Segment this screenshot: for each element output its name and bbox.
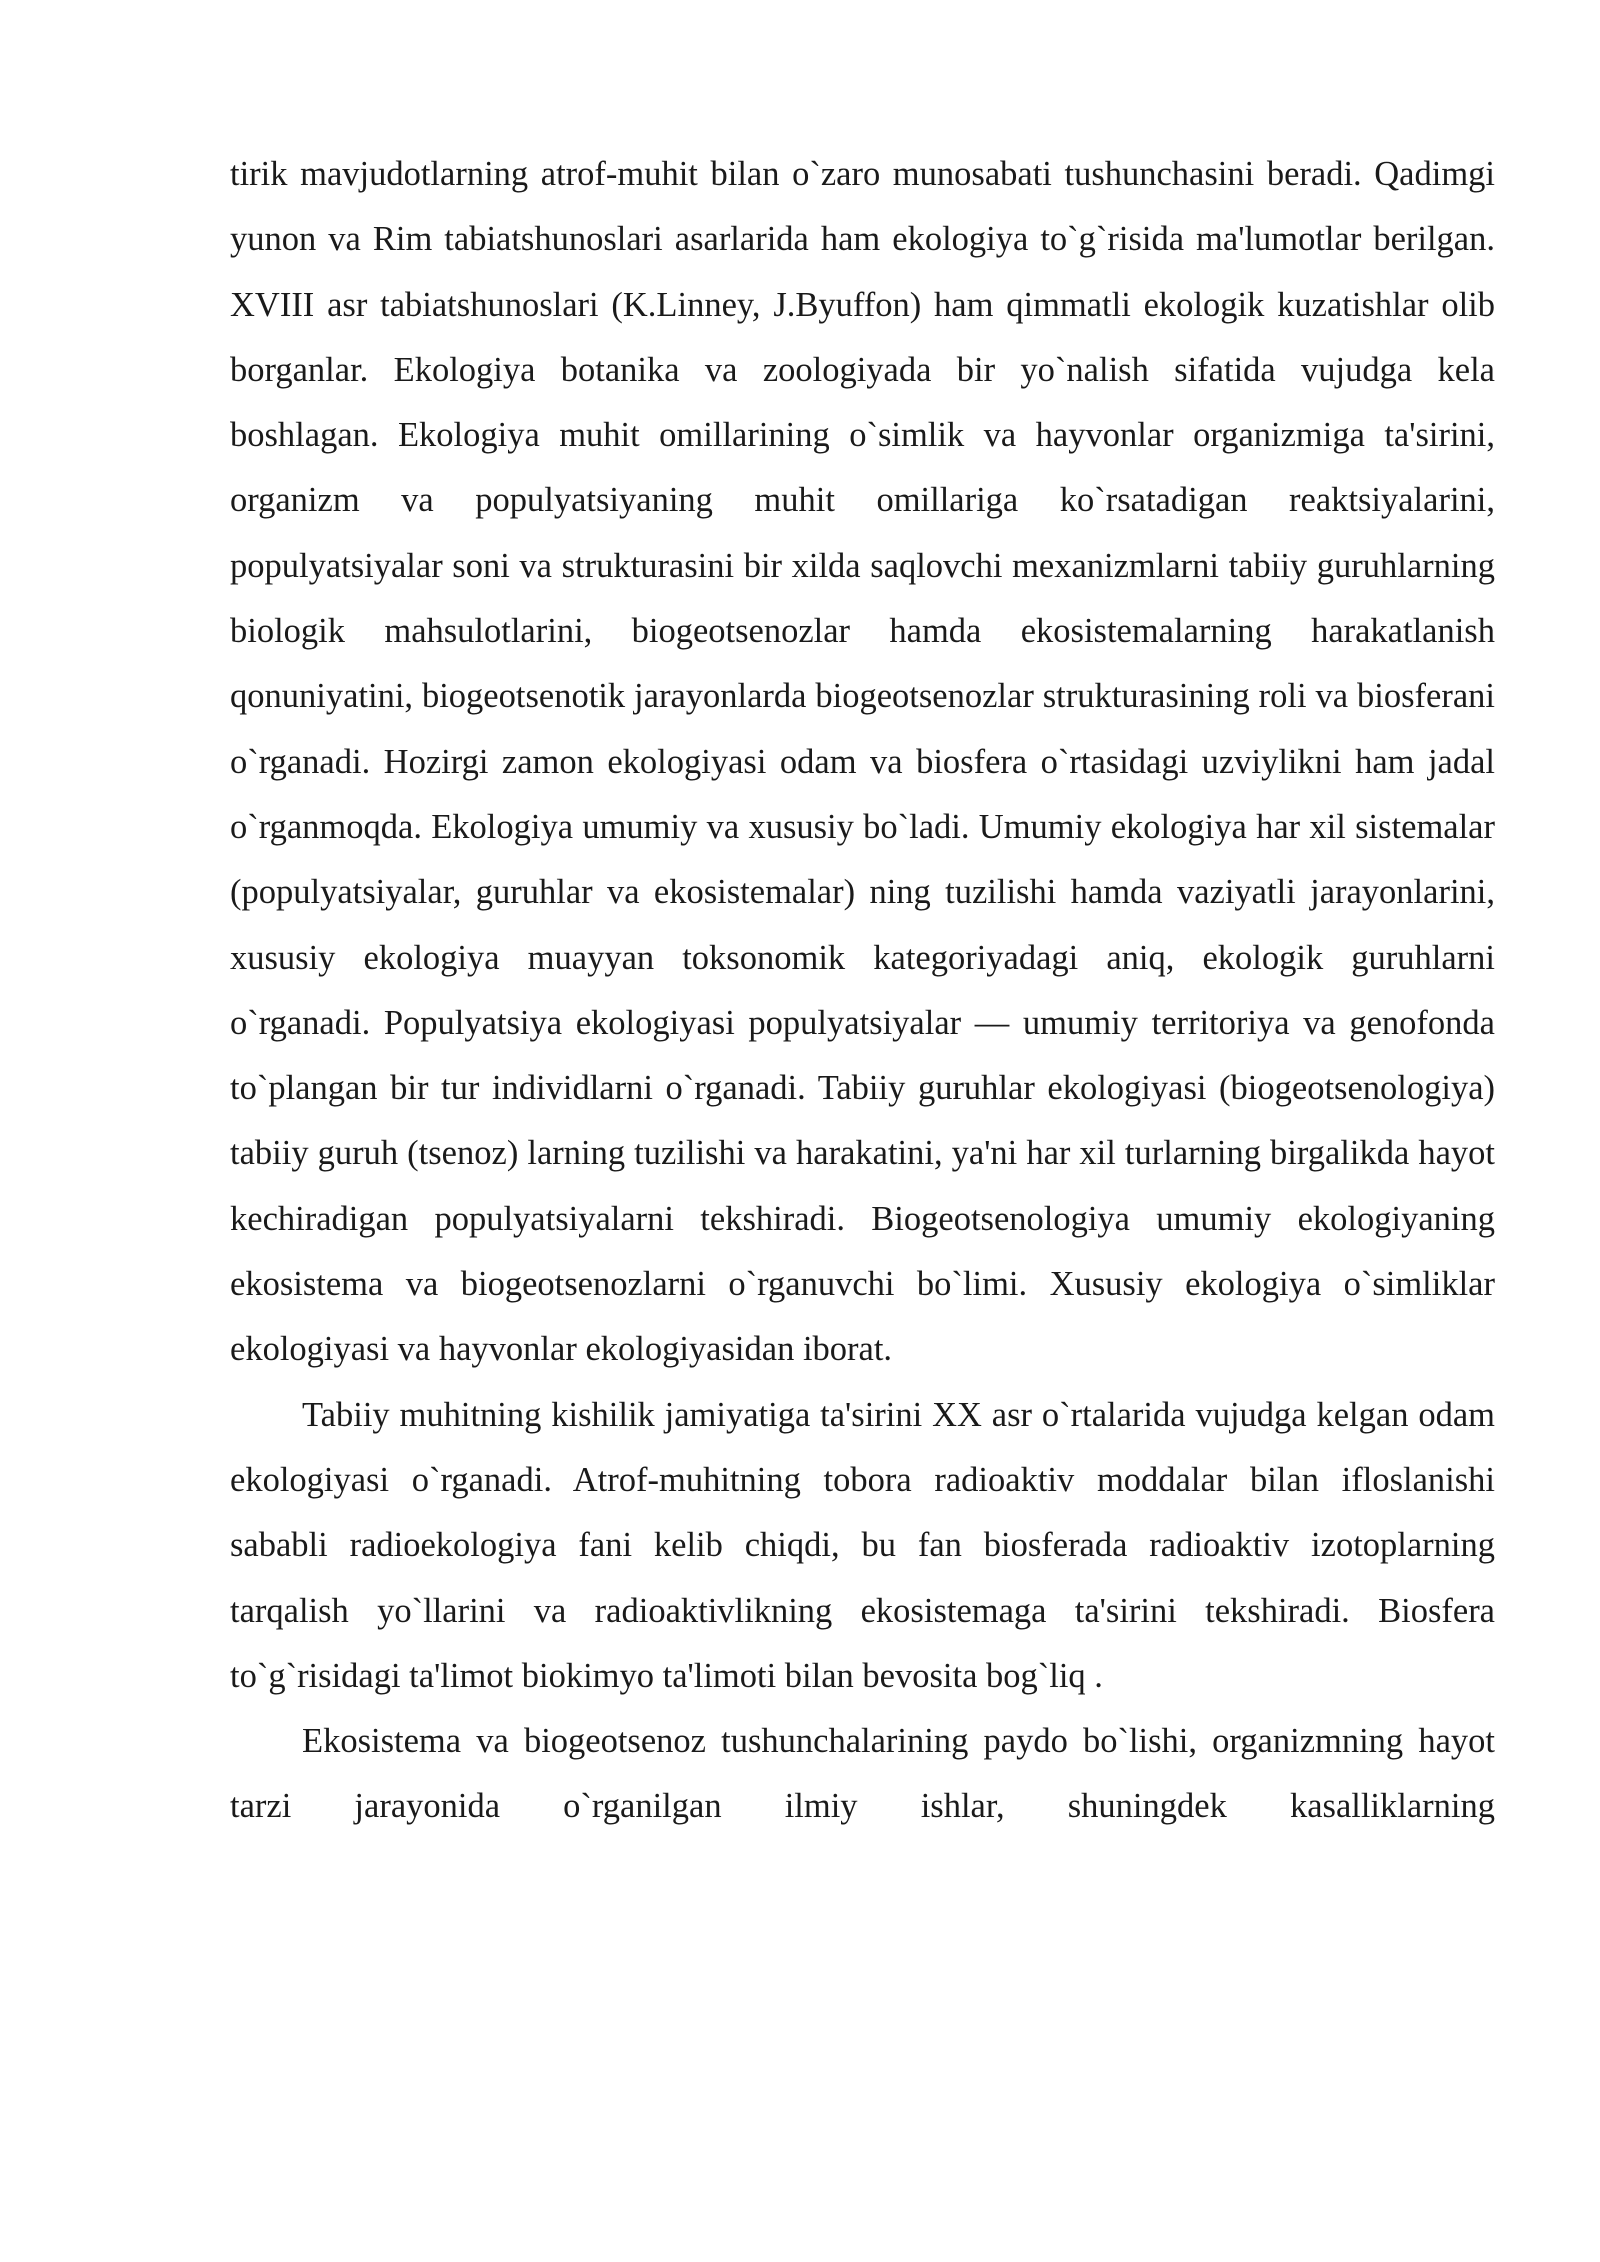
body-text (230, 142, 1495, 1840)
paragraph-2: Tabiiy muhitning kishilik jamiyatiga ta'sirini XX asr o`rtalarida vujudga kelgan odam ekologiyasi o`rganadi. Atrof-muhitning tobora radioaktiv moddalar bilan ifloslanishi sababli radioekologiya fani kelib chiqdi, bu fan biosferada radioaktiv izotoplarning tarqalish yo`llarini va radioaktivlikning ekosistemaga ta'sirini tekshiradi. Biosfera to`g`risidagi ta'limot biokimyo ta'limoti bilan bevosita bog`liq . (230, 1395, 1495, 1695)
paragraph-3: Ekosistema va biogeotsenoz tushunchalarining paydo bo`lishi, organizmning hayot tarzi jarayonida o`rganilgan ilmiy ishlar, shuningdek kasalliklarning (230, 1722, 1495, 1826)
paragraph-1: tirik mavjudotlarning atrof-muhit bilan o`zaro munosabati tushunchasini beradi. Qadimgi yunon va Rim tabiatshunoslari asarlarida ham ekologiya to`g`risida ma'lumotlar berilgan. XVIII asr tabiatshunoslari (K.Linney, J.Byuffon) ham qimmatli ekologik kuzatishlar olib borganlar. Ekologiya botanika va zoologiyada bir yo`nalish sifatida vujudga kela boshlagan. Ekologiya muhit omillarining o`simlik va hayvonlar organizmiga ta'sirini, organizm va populyatsiyaning muhit omillariga ko`rsatadigan reaktsiyalarini, populyatsiyalar soni va strukturasini bir xilda saqlovchi mexanizmlarni tabiiy guruhlarning biologik mahsulotlarini, biogeotsenozlar hamda ekosistemalarning harakatlanish qonuniyatini, biogeotsenotik jarayonlarda biogeotsenozlar strukturasining roli va biosferani o`rganadi. Hozirgi zamon ekologiyasi odam va biosfera o`rtasidagi uzviylikni ham jadal o`rganmoqda. Ekologiya umumiy va xususiy bo`ladi. Umumiy ekologiya har xil sistemalar (populyatsiyalar, guruhlar va ekosistemalar) ning tuzilishi hamda vaziyatli jarayonlarini, xususiy ekologiya muayyan toksonomik kategoriyadagi aniq, ekologik guruhlarni o`rganadi. Populyatsiya ekologiyasi populyatsiyalar — umumiy territoriya va genofonda to`plangan bir tur individlarni o`rganadi. Tabiiy guruhlar ekologiyasi (biogeotsenologiya) tabiiy guruh (tsenoz) larning tuzilishi va harakatini, ya'ni har xil turlarning birgalikda hayot kechiradigan populyatsiyalarni tekshiradi. Biogeotsenologiya umumiy ekologiyaning ekosistema va biogeotsenozlarni o`rganuvchi bo`limi. Xususiy ekologiya o`simliklar ekologiyasi va hayvonlar ekologiyasidan iborat. (230, 155, 1495, 1369)
